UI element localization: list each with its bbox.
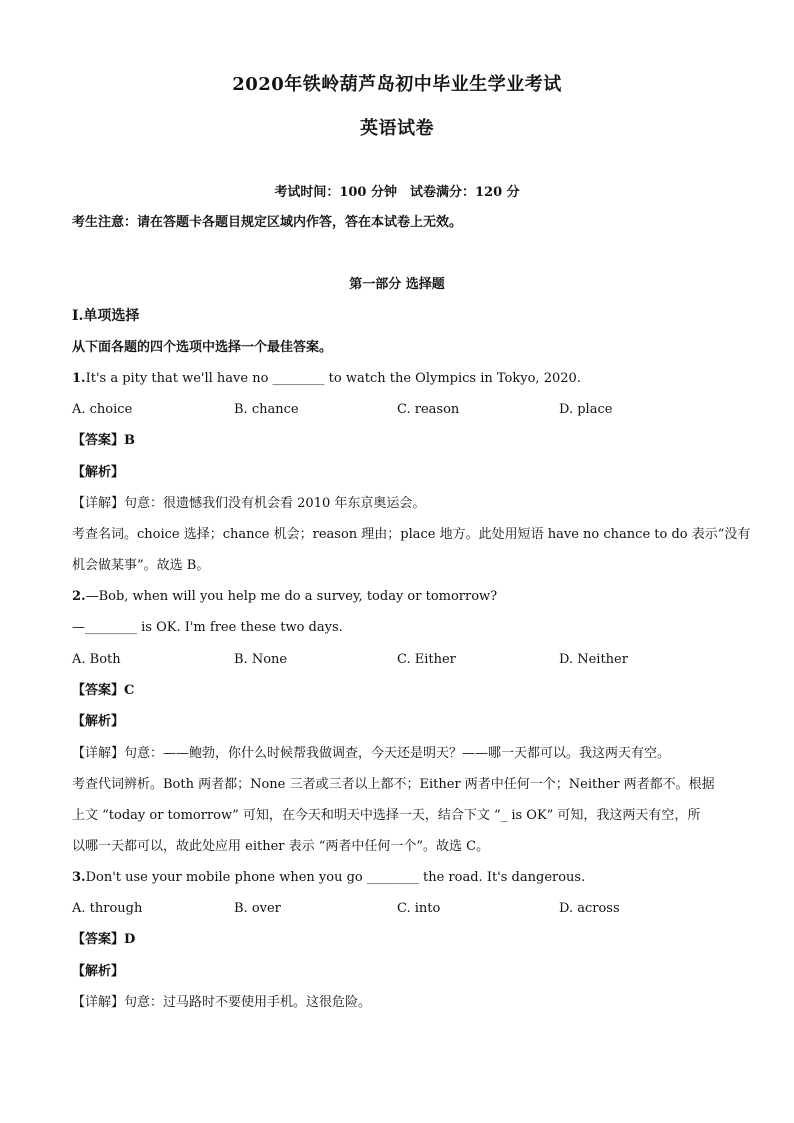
part-heading: 第一部分 选择题	[349, 277, 445, 292]
exam-subtitle: 英语试卷	[360, 118, 434, 139]
question-1-answer	[72, 431, 722, 451]
answer-label: 【答案】	[72, 683, 125, 698]
question-2-explain-3: 以哪一天都可以，故此处应用 either 表示 “两者中任何一个”。故选 C。	[72, 839, 490, 854]
question-2-explain-2: 上文 “today or tomorrow” 可知，在今天和明天中选择一天，结合下文 “_ is OK” 可知，我这两天有空，所	[72, 808, 701, 823]
option-b: B. chance	[234, 402, 299, 417]
question-2-detail	[72, 744, 722, 764]
answer-label: 【答案】	[72, 433, 125, 448]
question-2-answer	[72, 681, 722, 701]
detail-label: 【详解】	[72, 746, 125, 761]
detail-text: 句意：很遗憾我们没有机会看 2010 年东京奥运会。	[124, 496, 426, 511]
option-c: C. Either	[397, 652, 456, 667]
option-d: D. place	[559, 402, 613, 417]
question-2-explain-1: 考查代词辨析。Both 两者都；None 三者或三者以上都不；Either 两者中任何一个；Neither 两者都不。根据	[72, 777, 715, 792]
question-3-stem	[72, 868, 722, 888]
question-1-text: It's a pity that we'll have no ________ to watch the Olympics in Tokyo, 2020.	[85, 371, 581, 386]
option-c: C. reason	[397, 402, 460, 417]
question-3-answer	[72, 930, 722, 950]
exam-notice: 考生注意：请在答题卡各题目规定区域内作答，答在本试卷上无效。	[72, 215, 463, 230]
question-3-analysis-label: 【解析】	[72, 964, 125, 979]
section-heading: I.单项选择	[72, 308, 140, 324]
question-1-detail	[72, 494, 722, 514]
question-1-analysis-label: 【解析】	[72, 465, 125, 480]
question-1-number: 1.	[72, 371, 86, 386]
option-b: B. None	[234, 652, 288, 667]
question-2-stem-2: —________ is OK. I'm free these two days.	[72, 620, 343, 635]
question-1-explain-2: 机会做某事”。故选 B。	[72, 558, 210, 573]
option-a: A. choice	[72, 402, 133, 417]
option-b: B. over	[234, 901, 281, 916]
question-2-number: 2.	[72, 589, 86, 604]
question-1-stem	[72, 369, 722, 389]
question-2-text: —Bob, when will you help me do a survey, today or tomorrow?	[85, 589, 498, 604]
answer-value: B	[124, 433, 136, 448]
answer-value: C	[124, 683, 135, 698]
exam-title: 2020年铁岭葫芦岛初中毕业生学业考试	[232, 74, 562, 95]
question-3-text: Don't use your mobile phone when you go ________ the road. It's dangerous.	[85, 870, 586, 885]
question-2-analysis-label: 【解析】	[72, 714, 125, 729]
answer-label: 【答案】	[72, 932, 125, 947]
option-a: A. Both	[72, 652, 121, 667]
detail-label: 【详解】	[72, 496, 125, 511]
exam-info: 考试时间：100 分钟 试卷满分：120 分	[274, 185, 520, 200]
detail-text: 句意：——鲍勃，你什么时候帮我做调查，今天还是明天？——哪一天都可以。我这两天有空。	[124, 746, 671, 761]
option-d: D. across	[559, 901, 620, 916]
option-a: A. through	[72, 901, 143, 916]
question-1-explain-1: 考查名词。choice 选择；chance 机会；reason 理由；place 地方。此处用短语 have no chance to do 表示“没有	[72, 527, 751, 542]
option-c: C. into	[397, 901, 441, 916]
detail-text: 句意：过马路时不要使用手机。这很危险。	[124, 995, 372, 1010]
option-d: D. Neither	[559, 652, 628, 667]
question-3-number: 3.	[72, 870, 86, 885]
question-3-detail	[72, 993, 722, 1013]
detail-label: 【详解】	[72, 995, 125, 1010]
question-2-stem	[72, 587, 722, 607]
section-instruction: 从下面各题的四个选项中选择一个最佳答案。	[72, 340, 333, 355]
answer-value: D	[124, 932, 136, 947]
